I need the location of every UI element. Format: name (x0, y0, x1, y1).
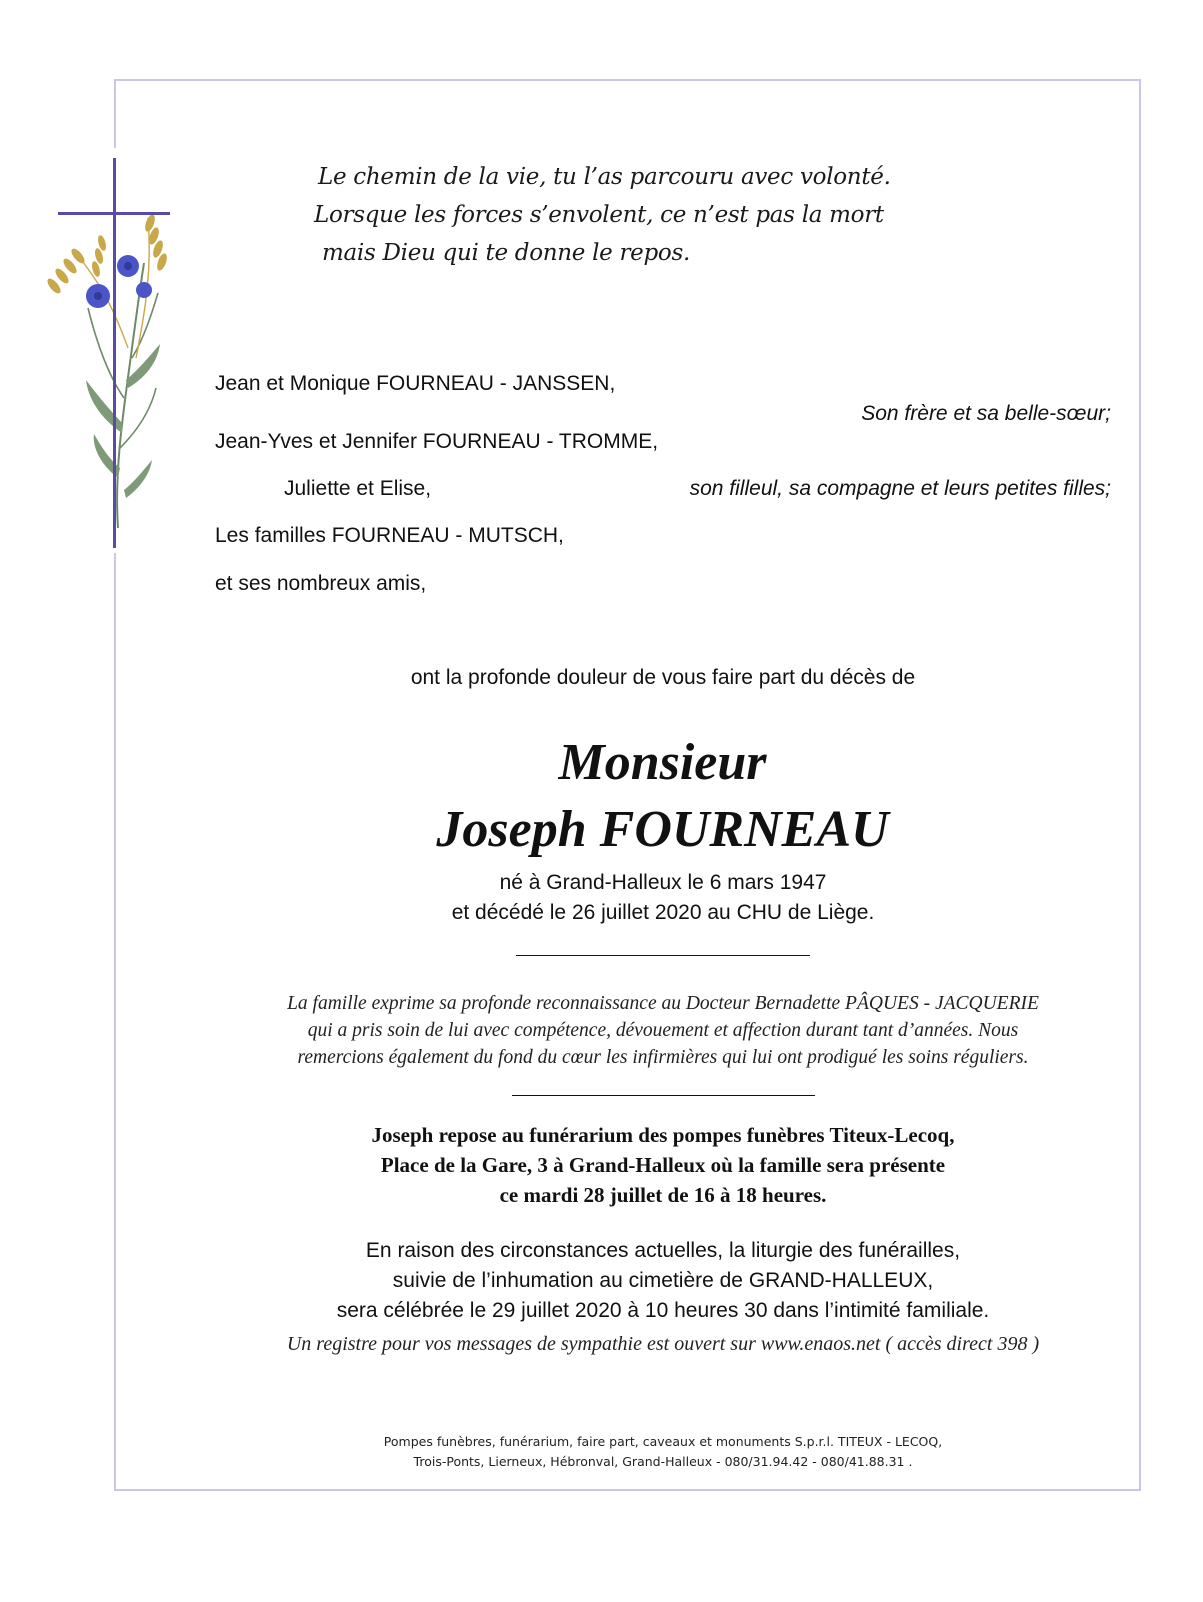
family-line-1: Jean et Monique FOURNEAU - JANSSEN, (215, 372, 616, 395)
repose-line-1: Joseph repose au funérarium des pompes funèbres Titeux-Lecoq, (371, 1123, 955, 1147)
footer-line-2: Trois-Ponts, Lierneux, Hébronval, Grand-Halleux - 080/31.94.42 - 080/41.88.31 . (413, 1454, 913, 1469)
death-info: et décédé le 26 juillet 2020 au CHU de Liège. (451, 901, 875, 924)
family-line-3: Juliette et Elise, (284, 477, 432, 500)
repose-paragraph (163, 1120, 1163, 1210)
registre-note: Un registre pour vos messages de sympathie est ouvert sur www.enaos.net ( accès direct 398 ) (286, 1333, 1040, 1355)
funeral-line-3: sera célébrée le 29 juillet 2020 à 10 heures 30 dans l’intimité familiale. (336, 1299, 990, 1322)
family-role-1: Son frère et sa belle-sœur; (861, 402, 1111, 425)
cross-illustration (40, 148, 192, 553)
announcement: ont la profonde douleur de vous faire part du décès de (410, 666, 916, 689)
thanks-line-1: La famille exprime sa profonde reconnaissance au Docteur Bernadette PÂQUES - JACQUERIE (287, 993, 1039, 1014)
family-line-4: Les familles FOURNEAU - MUTSCH, (215, 524, 564, 547)
poem-line-3: mais Dieu qui te donne le repos. (322, 240, 690, 266)
thanks-line-3: remercions également du fond du cœur les infirmières qui lui ont prodigué les soins réguliers. (297, 1047, 1029, 1068)
funeral-line-1: En raison des circonstances actuelles, la liturgie des funérailles, (365, 1239, 961, 1262)
birth-info: né à Grand-Halleux le 6 mars 1947 (499, 871, 827, 894)
thanks-line-2: qui a pris soin de lui avec compétence, dévouement et affection durant tant d’années. Nous (307, 1020, 1019, 1041)
deceased-name: Joseph FOURNEAU (436, 801, 889, 858)
deceased-honorific: Monsieur (558, 734, 767, 791)
repose-line-2: Place de la Gare, 3 à Grand-Halleux où la famille sera présente (380, 1153, 946, 1177)
divider-2 (512, 1095, 815, 1096)
poem-line-1: Le chemin de la vie, tu l’as parcouru avec volonté. (318, 164, 891, 190)
family-role-3: son filleul, sa compagne et leurs petites filles; (689, 477, 1111, 500)
family-line-5: et ses nombreux amis, (215, 572, 427, 595)
funeral-paragraph (163, 1236, 1163, 1326)
poem-line-2: Lorsque les forces s’envolent, ce n’est pas la mort (314, 202, 884, 228)
funeral-line-2: suivie de l’inhumation au cimetière de GRAND-HALLEUX, (392, 1269, 934, 1292)
family-line-2: Jean-Yves et Jennifer FOURNEAU - TROMME, (215, 430, 659, 453)
cross-with-wheat-and-cornflowers-icon (40, 148, 192, 553)
thanks-paragraph (163, 990, 1163, 1071)
repose-line-3: ce mardi 28 juillet de 16 à 18 heures. (499, 1183, 827, 1207)
divider-1 (516, 955, 810, 956)
footer-line-1: Pompes funèbres, funérarium, faire part, caveaux et monuments S.p.r.l. TITEUX - LECOQ, (383, 1434, 943, 1449)
funeral-home-footer (163, 1432, 1163, 1472)
